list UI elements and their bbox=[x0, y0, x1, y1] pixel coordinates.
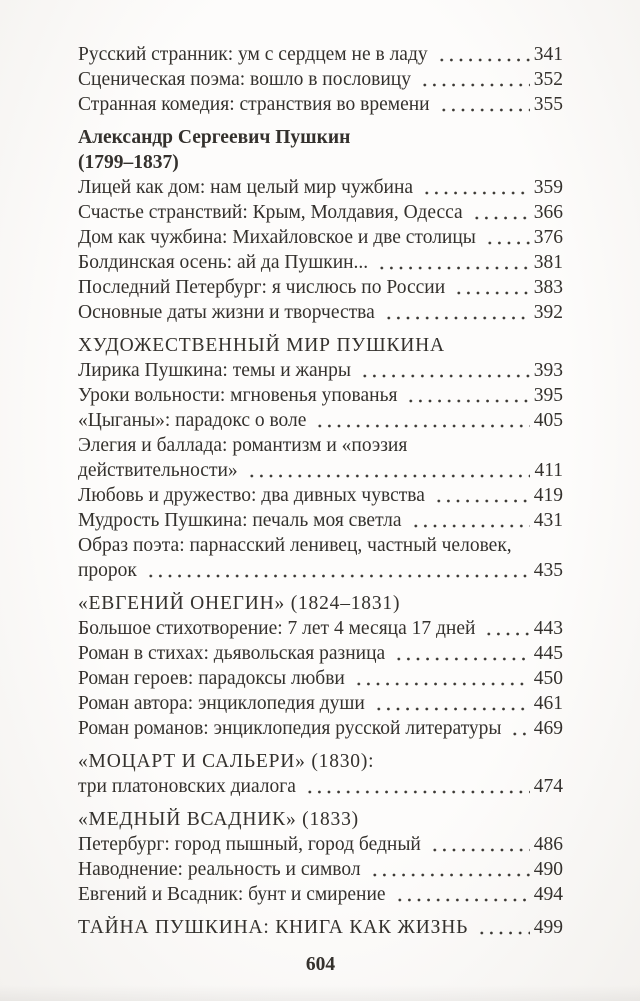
toc-entry-row bbox=[78, 358, 563, 383]
toc-entry-page: 419 bbox=[533, 485, 563, 506]
dot-leader bbox=[352, 666, 530, 691]
toc-entry-row bbox=[78, 832, 563, 857]
toc-entry-row bbox=[78, 458, 563, 483]
section-heading bbox=[78, 749, 563, 774]
toc-entry bbox=[78, 225, 563, 250]
toc-entry bbox=[78, 433, 563, 483]
toc-entry-title: Элегия и баллада: романтизм и «поэзия bbox=[78, 435, 408, 456]
dot-leader bbox=[303, 774, 530, 799]
toc-entry-page: 469 bbox=[533, 718, 563, 739]
dot-leader bbox=[452, 275, 530, 300]
toc-entry-page: 392 bbox=[533, 302, 563, 323]
toc-entry-row bbox=[78, 915, 563, 940]
toc-entry bbox=[78, 716, 563, 741]
section-heading-text: Александр Сергеевич Пушкин bbox=[78, 127, 351, 148]
toc-entry-row bbox=[78, 691, 563, 716]
toc-entry-title: Сценическая поэма: вошло в пословицу bbox=[78, 69, 411, 90]
toc-entry-title: Счастье странствий: Крым, Молдавия, Одесса bbox=[78, 202, 463, 223]
toc-entry-page: 450 bbox=[533, 668, 563, 689]
toc-entry-title: Болдинская осень: ай да Пушкин... bbox=[78, 252, 369, 273]
dot-leader bbox=[420, 175, 530, 200]
dot-leader bbox=[437, 92, 530, 117]
toc-entry-page: 435 bbox=[533, 560, 563, 581]
toc-entry bbox=[78, 358, 563, 383]
toc-entry bbox=[78, 92, 563, 117]
toc-entry-row bbox=[78, 716, 563, 741]
dot-leader bbox=[313, 408, 529, 433]
toc-entry-title: Роман в стихах: дьявольская разница bbox=[78, 643, 386, 664]
toc-entry bbox=[78, 42, 563, 67]
toc-entry-row bbox=[78, 383, 563, 408]
section-heading-text: «ЕВГЕНИЙ ОНЕГИН» (1824–1831) bbox=[78, 593, 401, 614]
toc-entry-page: 355 bbox=[533, 94, 563, 115]
toc-entry-title: пророк bbox=[78, 560, 137, 581]
toc-entry-page: 474 bbox=[533, 776, 563, 797]
dot-leader bbox=[245, 458, 531, 483]
section-heading bbox=[78, 125, 563, 175]
toc-entry bbox=[78, 408, 563, 433]
toc-entry-page: 395 bbox=[533, 385, 563, 406]
dot-leader bbox=[409, 508, 530, 533]
toc-entry-row bbox=[78, 175, 563, 200]
toc-entry-row bbox=[78, 275, 563, 300]
section-heading-line bbox=[78, 125, 563, 150]
dot-leader bbox=[358, 358, 530, 383]
dot-leader bbox=[393, 882, 530, 907]
section-heading-line bbox=[78, 591, 563, 616]
toc-section bbox=[78, 42, 563, 117]
toc-entry bbox=[78, 383, 563, 408]
toc-entry-page: 411 bbox=[534, 460, 563, 481]
toc-entry-row bbox=[78, 882, 563, 907]
toc-entry-row bbox=[78, 92, 563, 117]
toc-entry-title: Роман героев: парадоксы любви bbox=[78, 668, 345, 689]
dot-leader bbox=[382, 300, 530, 325]
dot-leader bbox=[435, 42, 530, 67]
toc-entry-title: Петербург: город пышный, город бедный bbox=[78, 834, 421, 855]
toc-section bbox=[78, 915, 563, 940]
toc-entry-row bbox=[78, 774, 563, 799]
dot-leader bbox=[418, 67, 530, 92]
toc-entry bbox=[78, 533, 563, 583]
toc-entry-title: Образ поэта: парнасский ленивец, частный человек, bbox=[78, 535, 512, 556]
toc-entry-row bbox=[78, 857, 563, 882]
section-heading-line bbox=[78, 333, 563, 358]
toc-section bbox=[78, 807, 563, 907]
toc-entry bbox=[78, 200, 563, 225]
toc-entry-page: 486 bbox=[533, 834, 563, 855]
toc-entry-page: 393 bbox=[533, 360, 563, 381]
toc-entry-row bbox=[78, 67, 563, 92]
toc-entry-row bbox=[78, 250, 563, 275]
toc-entry-page: 443 bbox=[533, 618, 563, 639]
toc-section bbox=[78, 125, 563, 325]
toc-entry-title: Странная комедия: странствия во времени bbox=[78, 94, 430, 115]
toc-entry-row bbox=[78, 558, 563, 583]
toc-entry-row bbox=[78, 616, 563, 641]
toc-entry-title: три платоновских диалога bbox=[78, 776, 296, 797]
toc-entry-title: Роман романов: энциклопедия русской литературы bbox=[78, 718, 502, 739]
dot-leader bbox=[483, 225, 530, 250]
toc-entry-title: Дом как чужбина: Михайловское и две столицы bbox=[78, 227, 476, 248]
section-heading-text: «МЕДНЫЙ ВСАДНИК» (1833) bbox=[78, 809, 359, 830]
toc-entry bbox=[78, 616, 563, 641]
dot-leader bbox=[368, 857, 530, 882]
toc-entry-title: ТАЙНА ПУШКИНА: КНИГА КАК ЖИЗНЬ bbox=[78, 917, 469, 938]
toc-entry-page: 359 bbox=[533, 177, 563, 198]
toc-entry-page: 376 bbox=[533, 227, 563, 248]
toc-section bbox=[78, 333, 563, 583]
section-heading-line bbox=[78, 749, 563, 774]
section-heading bbox=[78, 333, 563, 358]
dot-leader bbox=[372, 691, 530, 716]
toc-entry-row bbox=[78, 533, 563, 558]
section-heading-text: ХУДОЖЕСТВЕННЫЙ МИР ПУШКИНА bbox=[78, 335, 445, 356]
toc-entry-title: Наводнение: реальность и символ bbox=[78, 859, 361, 880]
toc-entry-row bbox=[78, 225, 563, 250]
toc-entry-row bbox=[78, 508, 563, 533]
section-heading-line bbox=[78, 807, 563, 832]
toc-entry-title: «Цыганы»: парадокс о воле bbox=[78, 410, 307, 431]
toc-entry bbox=[78, 250, 563, 275]
toc-entry-page: 494 bbox=[533, 884, 563, 905]
toc-entry bbox=[78, 483, 563, 508]
toc-entry bbox=[78, 666, 563, 691]
dot-leader bbox=[375, 250, 530, 275]
toc-entry-page: 499 bbox=[533, 917, 563, 938]
toc-entry-title: Мудрость Пушкина: печаль моя светла bbox=[78, 510, 402, 531]
toc-entry-page: 366 bbox=[533, 202, 563, 223]
section-heading bbox=[78, 807, 563, 832]
toc-entry bbox=[78, 832, 563, 857]
toc-entry bbox=[78, 67, 563, 92]
toc-entry-page: 352 bbox=[533, 69, 563, 90]
toc-entry-title: Роман автора: энциклопедия души bbox=[78, 693, 365, 714]
toc-section bbox=[78, 749, 563, 799]
toc-entry-title: действительности» bbox=[78, 460, 238, 481]
toc-entry-title: Евгений и Всадник: бунт и смирение bbox=[78, 884, 386, 905]
toc-entry-title: Уроки вольности: мгновенья упованья bbox=[78, 385, 398, 406]
section-heading-line bbox=[78, 150, 563, 175]
dot-leader bbox=[392, 641, 530, 666]
toc-entry bbox=[78, 915, 563, 940]
toc-entry-row bbox=[78, 200, 563, 225]
toc-entry bbox=[78, 774, 563, 799]
toc-entry-row bbox=[78, 42, 563, 67]
dot-leader bbox=[432, 483, 530, 508]
toc-entry bbox=[78, 175, 563, 200]
toc-entry-page: 405 bbox=[533, 410, 563, 431]
toc-entry-page: 341 bbox=[533, 44, 563, 65]
dot-leader bbox=[470, 200, 530, 225]
toc-entry-page: 490 bbox=[533, 859, 563, 880]
dot-leader bbox=[428, 832, 530, 857]
toc-entry-title: Большое стихотворение: 7 лет 4 месяца 17 дней bbox=[78, 618, 476, 639]
toc-entry-row bbox=[78, 641, 563, 666]
dot-leader bbox=[404, 383, 529, 408]
toc-entry-row bbox=[78, 483, 563, 508]
toc-entry-page: 383 bbox=[533, 277, 563, 298]
section-heading-text: (1799–1837) bbox=[78, 152, 179, 173]
table-of-contents bbox=[78, 42, 563, 940]
toc-entry-row bbox=[78, 433, 563, 458]
toc-entry bbox=[78, 275, 563, 300]
toc-entry-row bbox=[78, 666, 563, 691]
section-heading-text: «МОЦАРТ И САЛЬЕРИ» (1830): bbox=[78, 751, 375, 772]
toc-entry-title: Любовь и дружество: два дивных чувства bbox=[78, 485, 425, 506]
toc-section bbox=[78, 591, 563, 741]
toc-entry bbox=[78, 882, 563, 907]
toc-entry-page: 381 bbox=[533, 252, 563, 273]
toc-entry bbox=[78, 641, 563, 666]
toc-entry-row bbox=[78, 300, 563, 325]
toc-entry-title: Основные даты жизни и творчества bbox=[78, 302, 375, 323]
toc-entry-page: 461 bbox=[533, 693, 563, 714]
toc-entry bbox=[78, 300, 563, 325]
toc-entry-page: 431 bbox=[533, 510, 563, 531]
toc-entry-title: Русский странник: ум с сердцем не в ладу bbox=[78, 44, 428, 65]
toc-entry bbox=[78, 691, 563, 716]
dot-leader bbox=[482, 616, 529, 641]
toc-entry bbox=[78, 508, 563, 533]
page-footer bbox=[78, 952, 563, 977]
section-heading bbox=[78, 591, 563, 616]
dot-leader bbox=[144, 558, 530, 583]
dot-leader bbox=[508, 716, 529, 741]
folio-page-number: 604 bbox=[305, 954, 336, 975]
dot-leader bbox=[475, 915, 530, 940]
toc-entry-row bbox=[78, 408, 563, 433]
toc-entry-title: Последний Петербург: я числюсь по России bbox=[78, 277, 446, 298]
toc-entry-title: Лирика Пушкина: темы и жанры bbox=[78, 360, 351, 381]
toc-entry-title: Лицей как дом: нам целый мир чужбина bbox=[78, 177, 414, 198]
toc-entry-page: 445 bbox=[533, 643, 563, 664]
toc-entry bbox=[78, 857, 563, 882]
